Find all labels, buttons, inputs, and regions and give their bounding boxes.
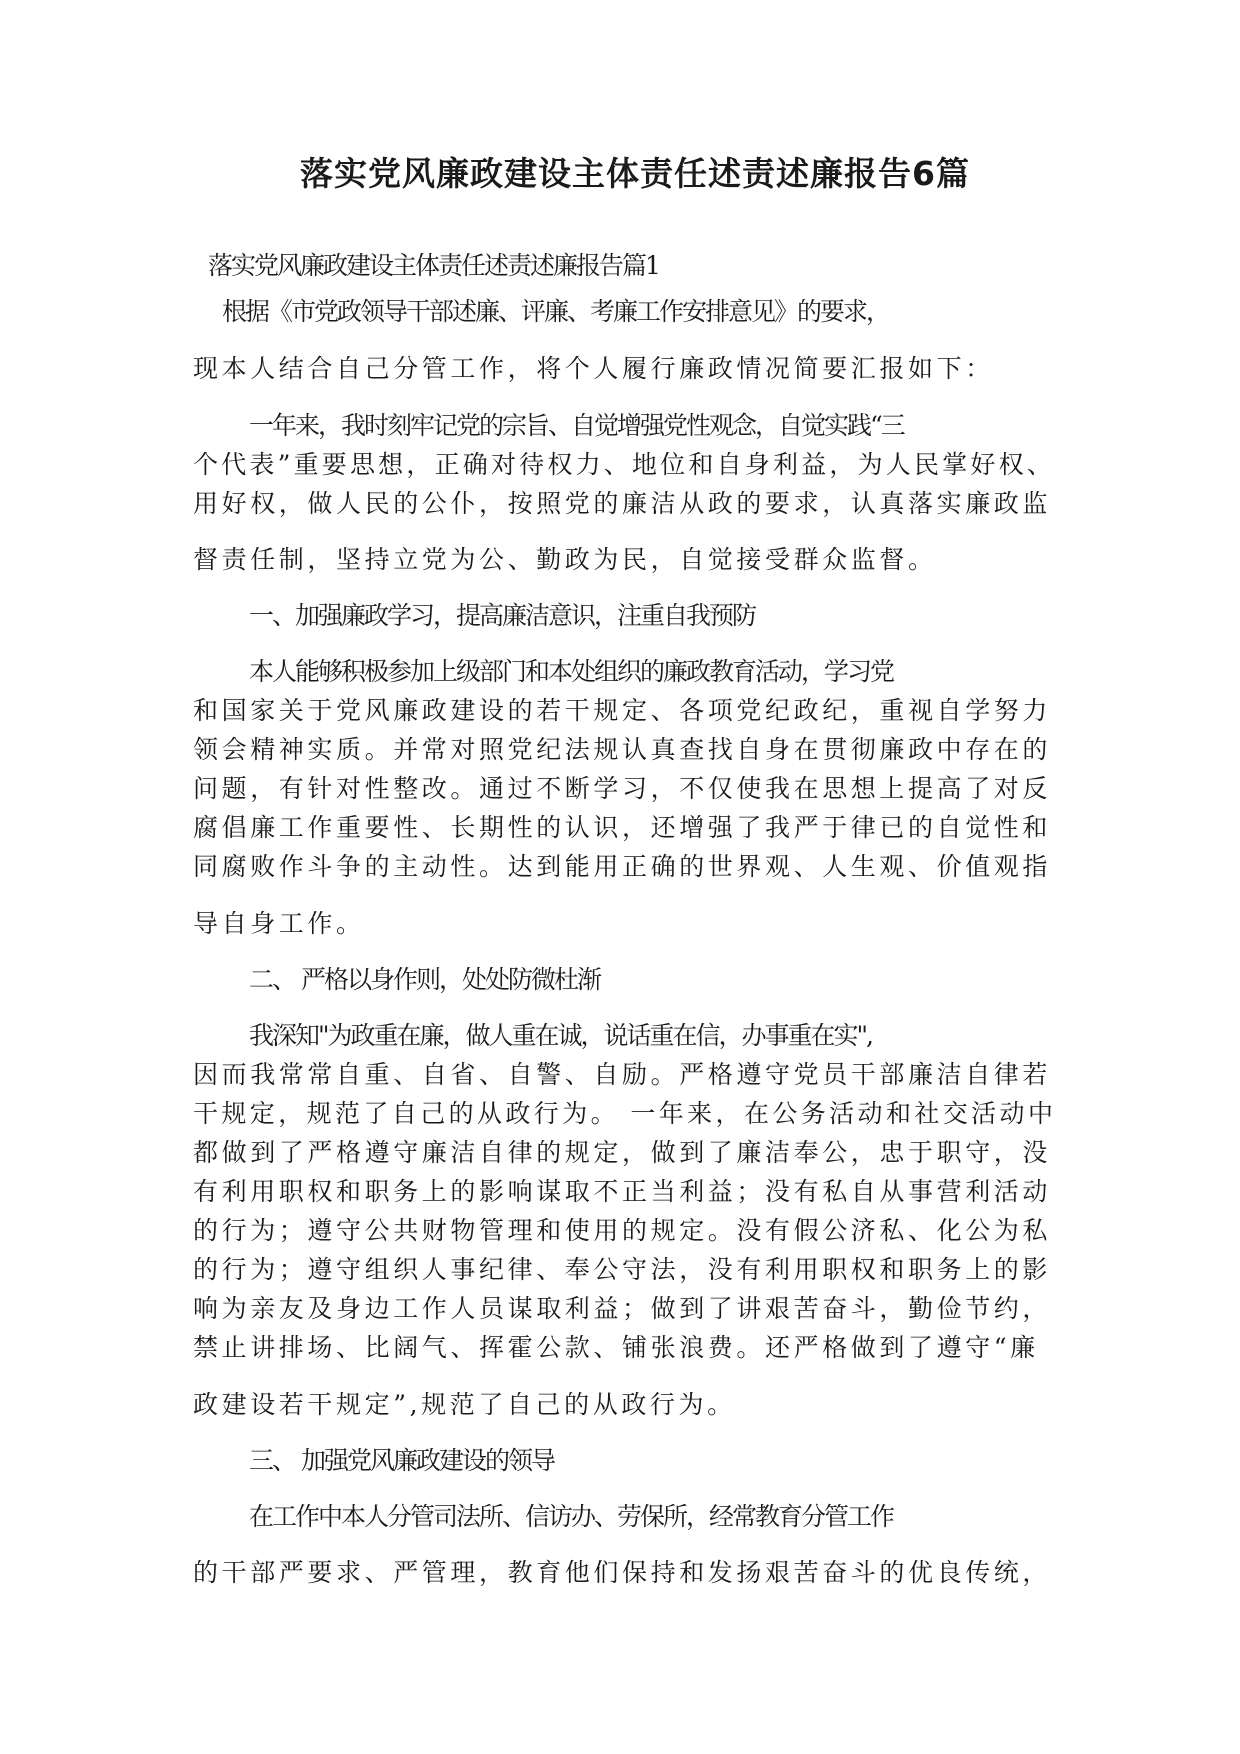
paragraph-line: 导自身工作。 [193, 909, 365, 938]
paragraph-line: 的干部严要求、严管理，教育他们保持和发扬艰苦奋斗的优良传统， [193, 1558, 1052, 1587]
paragraph-line: 响为亲友及身边工作人员谋取利益；做到了讲艰苦奋斗，勤俭节约， [193, 1294, 1052, 1323]
paragraph-line: 个代表”重要思想，正确对待权力、地位和自身利益，为人民掌好权、 [193, 450, 1055, 479]
paragraph-line: 在工作中本人分管司法所、信访办、劳保所，经常教育分管工作 [249, 1502, 894, 1531]
section-heading-2: 二、 严格以身作则，处处防微杜渐 [249, 965, 600, 994]
paragraph-line: 的行为；遵守公共财物管理和使用的规定。没有假公济私、化公为私 [193, 1216, 1052, 1245]
paragraph-line: 同腐败作斗争的主动性。达到能用正确的世界观、人生观、价值观指 [193, 852, 1052, 881]
paragraph-line: 根据《市党政领导干部述廉、评廉、考廉工作安排意见》的要求， [222, 297, 890, 326]
section-heading-report-1: 落实党风廉政建设主体责任述责述廉报告篇1 [208, 251, 659, 280]
paragraph-line: 腐倡廉工作重要性、长期性的认识，还增强了我严于律已的自觉性和 [193, 813, 1052, 842]
paragraph-line: 的行为；遵守组织人事纪律、奉公守法，没有利用职权和职务上的影 [193, 1255, 1052, 1284]
section-heading-3: 三、 加强党风廉政建设的领导 [249, 1446, 554, 1475]
paragraph-line: 本人能够积极参加上级部门和本处组织的廉政教育活动，学习党 [249, 657, 894, 686]
paragraph-line: 现本人结合自己分管工作，将个人履行廉政情况简要汇报如下： [193, 354, 994, 383]
paragraph-line: 禁止讲排场、比阔气、挥霍公款、铺张浪费。还严格做到了遵守“廉 [193, 1333, 1039, 1362]
paragraph-line: 领会精神实质。并常对照党纪法规认真查找自身在贯彻廉政中存在的 [193, 735, 1052, 764]
paragraph-line: 政建设若干规定”,规范了自己的从政行为。 [193, 1390, 736, 1419]
document-title: 落实党风廉政建设主体责任述责述廉报告6篇 [300, 154, 970, 193]
paragraph-line: 我深知"为政重在廉，做人重在诚，说话重在信，办事重在实", [249, 1021, 872, 1050]
paragraph-line: 用好权，做人民的公仆，按照党的廉洁从政的要求，认真落实廉政监 [193, 489, 1052, 518]
paragraph-line: 一年来，我时刻牢记党的宗旨、自觉增强党性观念，自觉实践“三 [249, 411, 904, 440]
paragraph-line: 和国家关于党风廉政建设的若干规定、各项党纪政纪，重视自学努力 [193, 696, 1052, 725]
paragraph-line: 督责任制，坚持立党为公、勤政为民，自觉接受群众监督。 [193, 545, 937, 574]
paragraph-line: 干规定，规范了自己的从政行为。 一年来，在公务活动和社交活动中 [193, 1099, 1057, 1128]
paragraph-line: 问题，有针对性整改。通过不断学习，不仅使我在思想上提高了对反 [193, 774, 1052, 803]
paragraph-line: 因而我常常自重、自省、自警、自励。严格遵守党员干部廉洁自律若 [193, 1060, 1052, 1089]
paragraph-line: 都做到了严格遵守廉洁自律的规定，做到了廉洁奉公，忠于职守，没 [193, 1138, 1052, 1167]
paragraph-line: 有利用职权和职务上的影响谋取不正当利益；没有私自从事营利活动 [193, 1177, 1052, 1206]
section-heading-1: 一、加强廉政学习，提高廉洁意识，注重自我预防 [249, 601, 756, 630]
